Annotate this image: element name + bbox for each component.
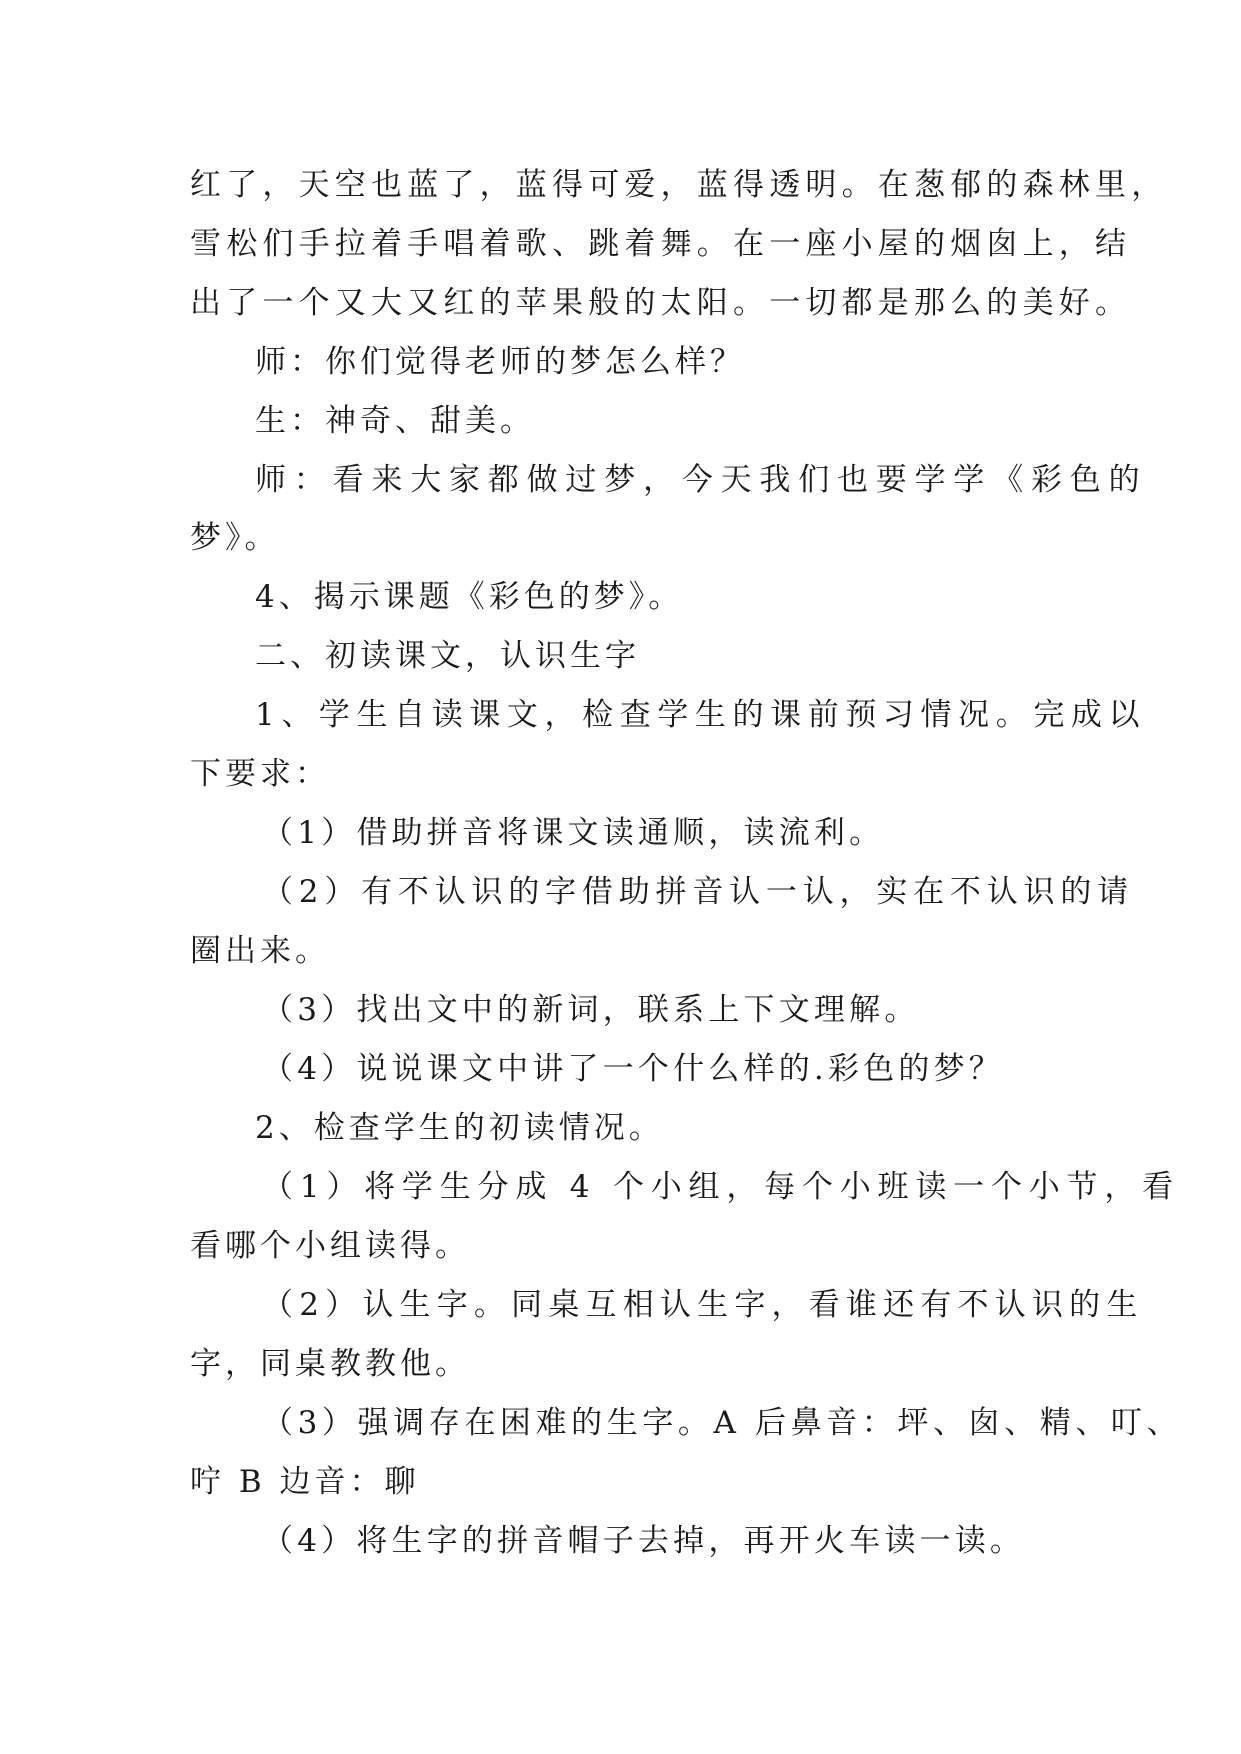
section-heading: 二、初读课文，认识生字 <box>255 638 640 674</box>
list-item: （3）找出文中的新词，联系上下文理解。 <box>262 992 920 1028</box>
text-line: 师：看来大家都做过梦，今天我们也要学学《彩色的 <box>255 462 1148 498</box>
text-line: 师：你们觉得老师的梦怎么样？ <box>255 344 745 380</box>
list-item: （4）将生字的拼音帽子去掉，再开火车读一读。 <box>262 1523 1026 1559</box>
text-line: 咛 B 边音：聊 <box>190 1464 420 1500</box>
list-item: （2）认生字。同桌互相认生字，看谁还有不认识的生 <box>262 1287 1144 1323</box>
text-line: 2、检查学生的初读情况。 <box>255 1110 664 1146</box>
text-line: 生：神奇、甜美。 <box>255 403 535 439</box>
text-line: 圈出来。 <box>190 933 330 969</box>
list-item: （3）强调存在困难的生字。A 后鼻音：坪、囱、精、叮、 <box>262 1405 1183 1441</box>
list-item: （1）将学生分成 4 个小组，每个小班读一个小节，看 <box>262 1169 1180 1205</box>
text-line: 出了一个又大又红的苹果般的太阳。一切都是那么的美好。 <box>190 285 1132 321</box>
list-item: （2）有不认识的字借助拼音认一认，实在不认识的请 <box>262 874 1134 910</box>
text-line: 看哪个小组读得。 <box>190 1228 470 1264</box>
list-item: （4）说说课文中讲了一个什么样的.彩色的梦？ <box>262 1051 1004 1087</box>
text-line: 红了，天空也蓝了，蓝得可爱，蓝得透明。在葱郁的森林里， <box>190 167 1168 203</box>
text-line: 1、学生自读课文，检查学生的课前预习情况。完成以 <box>255 697 1147 733</box>
text-line: 下要求： <box>190 756 330 792</box>
text-line: 梦》。 <box>190 520 280 556</box>
text-line: 雪松们手拉着手唱着歌、跳着舞。在一座小屋的烟囱上，结 <box>190 226 1132 262</box>
text-line: 字，同桌教教他。 <box>190 1346 470 1382</box>
list-item: （1）借助拼音将课文读通顺，读流利。 <box>262 815 885 851</box>
text-line: 4、揭示课题《彩色的梦》。 <box>255 579 684 615</box>
